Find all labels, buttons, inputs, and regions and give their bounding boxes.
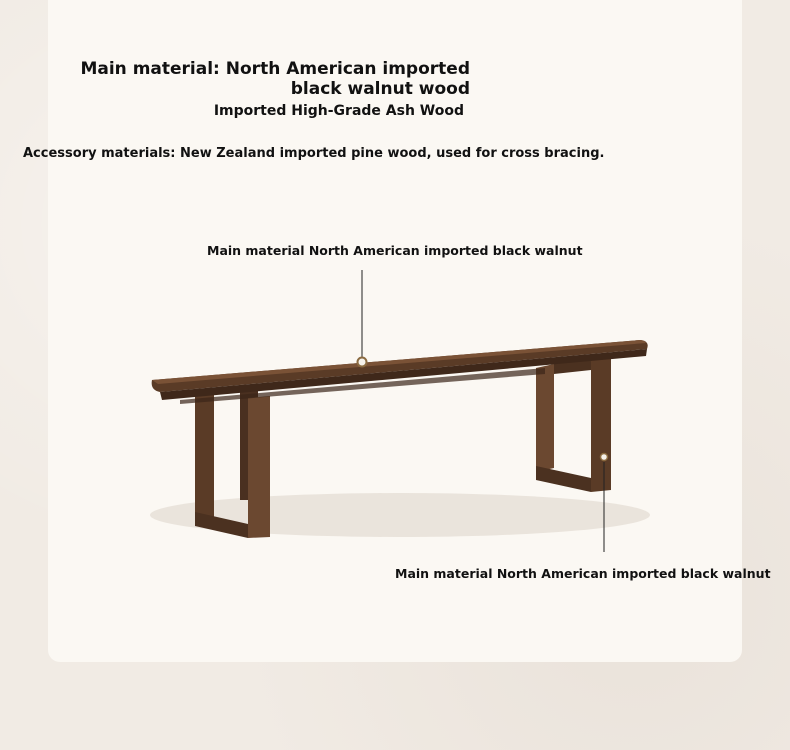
bench-leg-right <box>536 358 611 492</box>
bench-top <box>152 340 648 404</box>
main-material-title: Main material: North American imported black walnut wood <box>80 59 470 99</box>
top-callout-dot <box>358 358 367 367</box>
bottom-callout-label: Main material North American imported black walnut <box>395 566 771 581</box>
ash-wood-subtitle: Imported High-Grade Ash Wood <box>213 103 464 119</box>
accessory-materials-text: Accessory materials: New Zealand imported pine wood, used for cross bracing. <box>23 146 605 161</box>
bottom-callout-dot <box>601 454 608 461</box>
top-callout-label: Main material North American imported black walnut <box>207 243 583 258</box>
